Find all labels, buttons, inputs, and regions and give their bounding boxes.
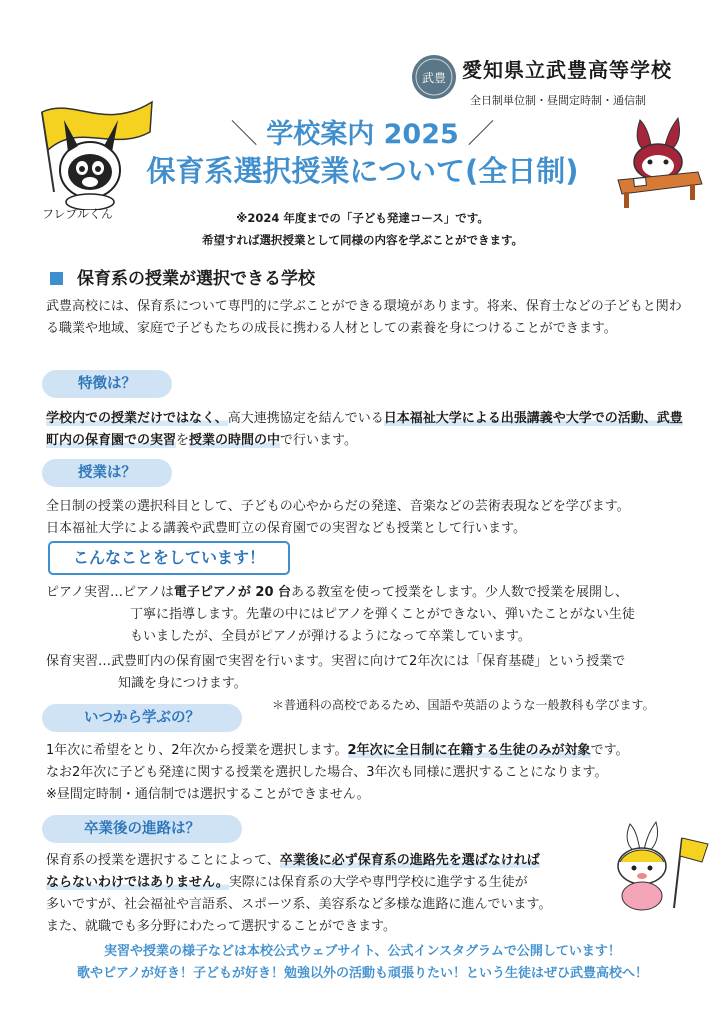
title-line-1: ＼ 学校案内 2025 ／: [230, 119, 495, 150]
nursery-line-1: 保育実習…武豊町内の保育園で実習を行います。実習に向けて2年次には「保育基礎」という授業で: [46, 654, 626, 669]
nursery-line-2: 知識を身につけます。: [118, 676, 247, 691]
school-name: 愛知県立武豊高等学校: [462, 58, 672, 82]
activities-box-title: こんなことをしています！: [48, 541, 290, 575]
when-line-1: 1年次に希望をとり、2年次から授業を選択します。2年次に全日制に在籍する生徒のみが対象です。: [46, 743, 629, 758]
footer-line-1: 実習や授業の様子などは本校公式ウェブサイト、公式インスタグラムで公開しています！: [104, 944, 621, 959]
school-subtitle: 全日制単位制・昼間定時制・通信制: [470, 94, 646, 107]
piano-line-3: もいましたが、全員がピアノが弾けるようになって卒業しています。: [130, 629, 531, 644]
intro-paragraph: 武豊高校には、保育系について専門的に学ぶことができる環境があります。将来、保育士などの子どもと関わる職業や地域、家庭で子どもたちの成長に携わる人材としての素養を身につけることができます。: [46, 299, 682, 336]
footer-line-2: 歌やピアノが好き！子どもが好き！勉強以外の活動も頑張りたい！という生徒はぜひ武豊高校へ！: [77, 966, 648, 981]
classes-label: 授業は？: [42, 459, 172, 487]
when-line-3: ※昼間定時制・通信制では選択することができません。: [46, 787, 370, 802]
logo-text: 武豊: [421, 71, 447, 85]
career-line-1: 保育系の授業を選択することによって、卒業後に必ず保育系の進路先を選ばなければ: [46, 853, 540, 868]
piano-line-1: ピアノ実習…ピアノは電子ピアノが 20 台ある教室を使って授業をします。少人数で授業を展開し、: [46, 585, 628, 600]
general-subjects-note: ＊普通科の高校であるため、国語や英語のような一般教科も学びます。: [272, 698, 655, 712]
features-paragraph: 学校内での授業だけではなく、高大連携協定を結んでいる日本福祉大学による出張講義や大学での活動、武豊町内の保育園での実習を授業の時間の中で行います。: [46, 411, 683, 448]
note-line-1: ※2024 年度までの「子ども発達コース」です。: [236, 211, 489, 225]
heading-square-icon: [50, 272, 63, 285]
page-title: 保育系選択授業について(全日制): [146, 154, 579, 188]
features-label: 特徴は？: [42, 370, 172, 398]
career-line-2: ならないわけではありません。実際には保育系の大学や専門学校に進学する生徒が: [46, 875, 528, 890]
classes-line-1: 全日制の授業の選択科目として、子どもの心やからだの発達、音楽などの芸術表現などを学びます。: [46, 499, 630, 514]
classes-line-2: 日本福祉大学による講義や武豊町立の保育園での実習なども授業として行います。: [46, 521, 526, 536]
career-line-3: 多いですが、社会福祉や言語系、スポーツ系、美容系など多様な進路に進んでいます。: [46, 897, 552, 912]
career-line-4: また、就職でも多分野にわたって選択することができます。: [46, 919, 396, 934]
note-line-2: 希望すれば選択授業として同様の内容を学ぶことができます。: [201, 233, 524, 247]
rabbit-flag-illustration: [602, 818, 710, 914]
mascot-name: フレブルくん: [42, 207, 114, 221]
career-label: 卒業後の進路は？: [42, 815, 242, 843]
when-line-2: なお2年次に子ども発達に関する授業を選択した場合、3年次も同様に選択することになります。: [46, 765, 608, 780]
piano-line-2: 丁寧に指導します。先輩の中にはピアノを弾くことができない、弾いたことがない生徒: [130, 607, 635, 622]
section-heading: 保育系の授業が選択できる学校: [50, 264, 315, 289]
school-logo: [411, 54, 457, 100]
when-label: いつから学ぶの？: [42, 704, 242, 732]
